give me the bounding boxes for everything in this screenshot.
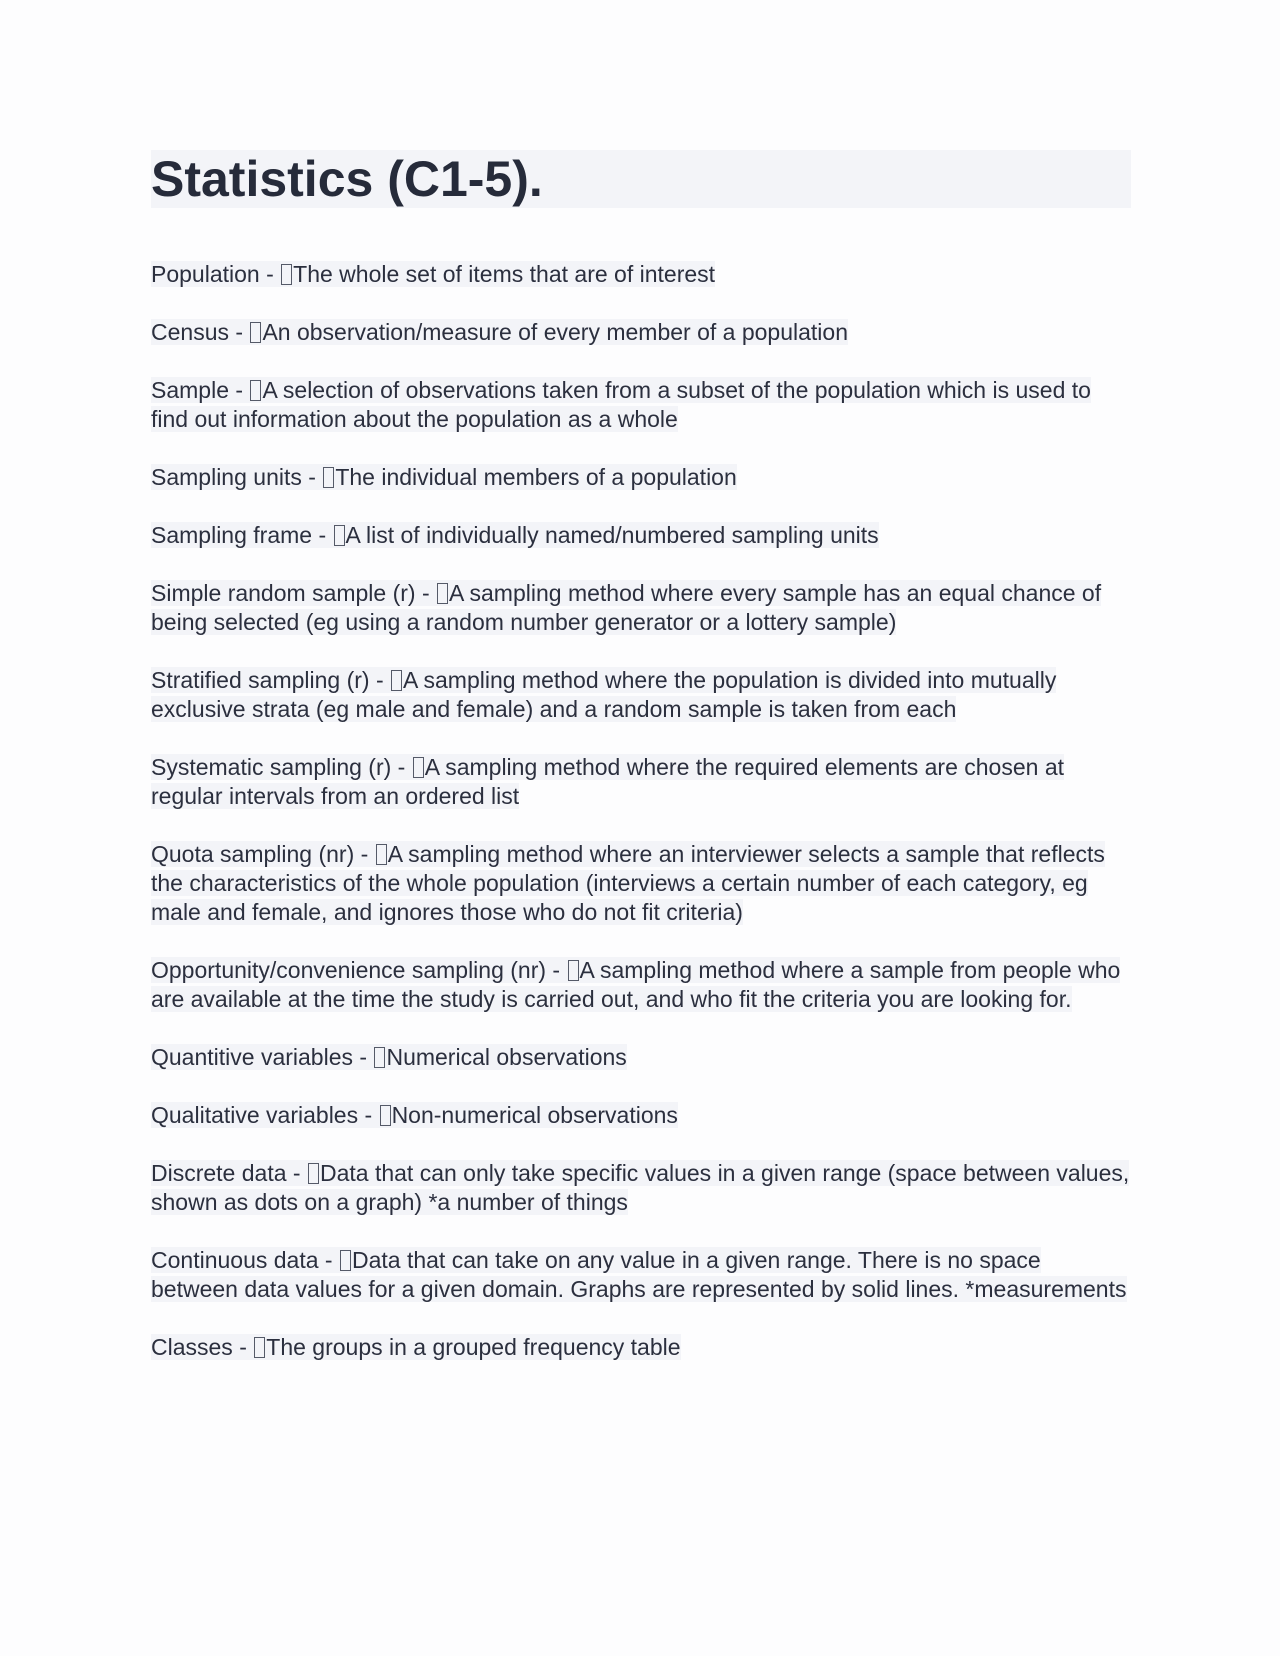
missing-glyph-icon (376, 844, 387, 865)
definition-text: A sampling method where the population is divided into mutually exclusive strata (eg male and female) and a random sample is taken from each (151, 667, 1057, 722)
missing-glyph-icon (254, 1337, 265, 1358)
definition-text: A selection of observations taken from a subset of the population which is used to find out information about the population as a whole (151, 377, 1091, 432)
definition-term: Continuous data (151, 1247, 319, 1273)
definition-item (151, 463, 1131, 492)
missing-glyph-icon (374, 1047, 385, 1068)
missing-glyph-icon (334, 525, 345, 546)
separator: - (391, 754, 412, 780)
missing-glyph-icon (437, 583, 448, 604)
separator: - (415, 580, 437, 606)
definition-term: Simple random sample (r) (151, 580, 416, 606)
definition-text: A sampling method where the required elements are chosen at regular intervals from an ordered list (151, 754, 1064, 809)
separator: - (312, 522, 333, 548)
definition-text: Data that can take on any value in a given range. There is no space between data values for a given domain. Graphs are represented by solid lines. *measurements (151, 1247, 1127, 1302)
definition-text: Data that can only take specific values in a given range (space between values, shown as dots on a graph) *a number of things (151, 1160, 1130, 1215)
separator: - (286, 1160, 307, 1186)
definition-item (151, 1246, 1131, 1304)
definition-text: Numerical observations (386, 1044, 627, 1070)
definition-item (151, 1333, 1131, 1362)
missing-glyph-icon (413, 757, 424, 778)
definition-term: Qualitative variables (151, 1102, 359, 1128)
definition-text: Non-numerical observations (391, 1102, 678, 1128)
definition-term: Sampling units (151, 464, 302, 490)
missing-glyph-icon (391, 670, 402, 691)
separator: - (358, 1102, 379, 1128)
definition-term: Population (151, 261, 260, 287)
definition-item (151, 318, 1131, 347)
separator: - (369, 667, 391, 693)
missing-glyph-icon (281, 264, 292, 285)
definition-text: The individual members of a population (335, 464, 737, 490)
definition-list (151, 260, 1131, 1362)
missing-glyph-icon (380, 1105, 391, 1126)
separator: - (318, 1247, 339, 1273)
missing-glyph-icon (308, 1163, 319, 1184)
definition-text: A sampling method where a sample from people who are available at the time the study is carried out, and who fit the criteria you are looking for. (151, 957, 1121, 1012)
definition-item (151, 1159, 1131, 1217)
definition-item (151, 376, 1131, 434)
definition-text: A sampling method where an interviewer selects a sample that reflects the characteristics of the whole population (interviews a certain number of each category, eg male and female, and ignores those who do not fit criteria) (151, 841, 1105, 925)
definition-term: Quantitive variables (151, 1044, 353, 1070)
separator: - (546, 957, 567, 983)
definition-text: A list of individually named/numbered sampling units (345, 522, 879, 548)
definition-item (151, 1043, 1131, 1072)
definition-text: An observation/measure of every member of a population (262, 319, 848, 345)
definition-item (151, 956, 1131, 1014)
missing-glyph-icon (250, 380, 261, 401)
definition-text: The groups in a grouped frequency table (266, 1334, 681, 1360)
page-title: Statistics (C1-5). (151, 150, 1131, 208)
definition-item (151, 579, 1131, 637)
definition-text: The whole set of items that are of interest (293, 261, 716, 287)
definition-term: Quota sampling (nr) (151, 841, 355, 867)
definition-term: Opportunity/convenience sampling (nr) (151, 957, 547, 983)
definition-item (151, 666, 1131, 724)
definition-term: Discrete data (151, 1160, 287, 1186)
definition-term: Census (151, 319, 229, 345)
definition-term: Classes (151, 1334, 233, 1360)
definition-item (151, 260, 1131, 289)
definition-item (151, 521, 1131, 550)
missing-glyph-icon (250, 322, 261, 343)
definition-term: Sampling frame (151, 522, 313, 548)
definition-term: Systematic sampling (r) (151, 754, 392, 780)
separator: - (353, 1044, 374, 1070)
separator: - (228, 319, 250, 345)
separator: - (259, 261, 281, 287)
definition-item (151, 1101, 1131, 1130)
definition-term: Stratified sampling (r) (151, 667, 370, 693)
separator: - (301, 464, 323, 490)
missing-glyph-icon (340, 1250, 351, 1271)
definition-text: A sampling method where every sample has an equal chance of being selected (eg using a random number generator or a lottery sample) (151, 580, 1102, 635)
definition-item (151, 840, 1131, 927)
definition-term: Sample (151, 377, 229, 403)
separator: - (354, 841, 375, 867)
missing-glyph-icon (568, 960, 579, 981)
document-page (151, 150, 1131, 1391)
separator: - (228, 377, 250, 403)
definition-item (151, 753, 1131, 811)
separator: - (232, 1334, 254, 1360)
missing-glyph-icon (323, 467, 334, 488)
